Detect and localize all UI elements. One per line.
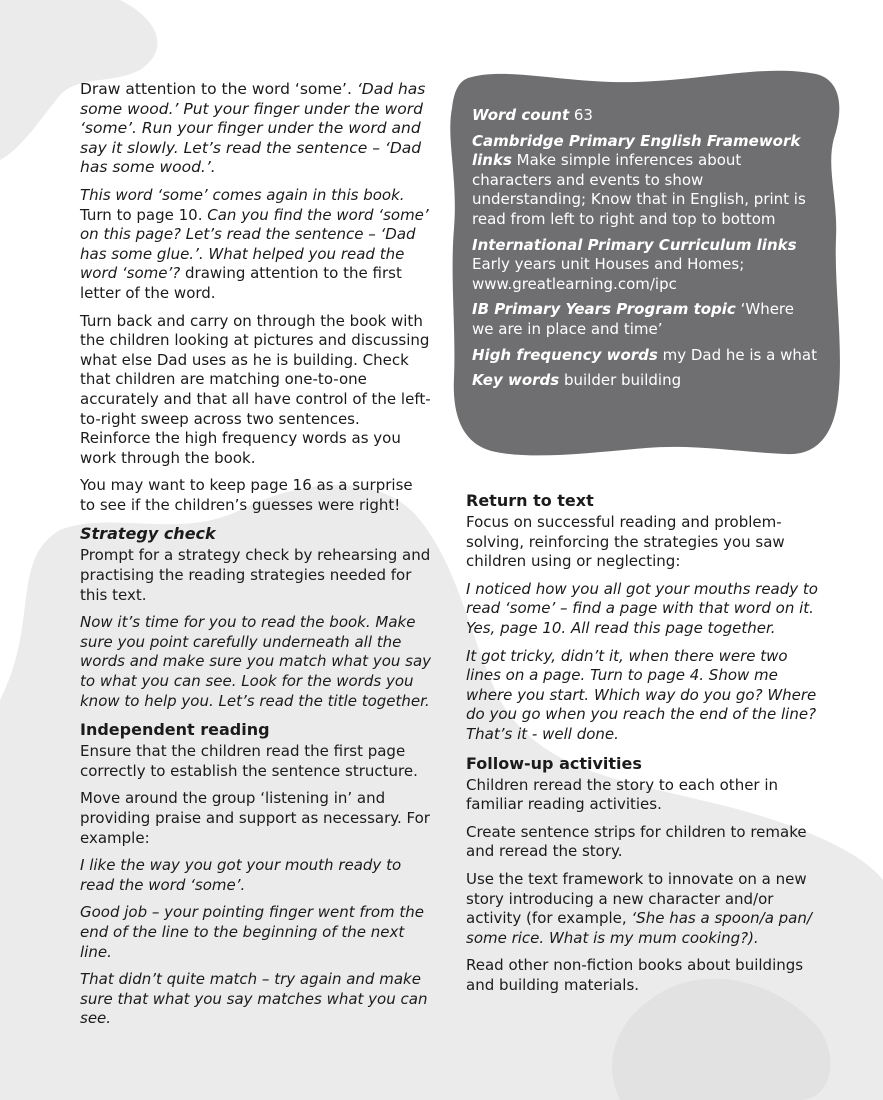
paragraph-noticed: I noticed how you all got your mouths ready to read ‘some’ – find a page with that word on it. Yes, page 10. All read this page together. [466, 579, 818, 637]
ib-label: IB Primary Years Program topic [472, 300, 736, 319]
paragraph-word-comes-again [80, 186, 432, 304]
key-words [472, 371, 817, 391]
key-words-label: Key words [472, 371, 560, 390]
heading-return-to-text: Return to text [466, 491, 594, 510]
paragraph-text-framework [466, 870, 818, 948]
r6-plain: Use the text framework to innovate on a new story introducing a new character and/or activity (for example, [466, 869, 807, 928]
heading-follow-up: Follow-up activities [466, 753, 642, 773]
paragraph-reread: Children reread the story to each other in familiar reading activities. [466, 775, 779, 814]
right-column [466, 482, 818, 1003]
r6-italic: ‘She has a spoon/a pan/ some rice. What is my mum cooking?). [466, 909, 812, 947]
p1-plain: Draw attention to the word ‘some’. [80, 80, 357, 98]
left-column [80, 80, 432, 1037]
ipc-text: Early years unit Houses and Homes; www.greatlearning.com/ipc [472, 255, 745, 293]
p2-italic-c: Can you find the word ‘some’ on this page? Let’s read the sentence – ‘Dad has some glue.’. What helped you read the word ‘some’? [80, 205, 429, 283]
key-words-text: builder building [559, 371, 682, 390]
p2-plain-b: Turn to page 10. [80, 205, 208, 224]
paragraph-ensure: Ensure that the children read the first page correctly to establish the sentence structure. [80, 742, 418, 780]
heading-strategy-check: Strategy check [80, 524, 216, 544]
paragraph-focus: Focus on successful reading and problem-solving, reinforcing the strategies you saw children using or neglecting: [466, 513, 785, 571]
cambridge-text: Make simple inferences about characters and events to show understanding; Know that in English, print is read from left to right and top to bottom [472, 151, 806, 228]
cambridge-label: Cambridge Primary English Framework links [472, 131, 801, 170]
info-box [446, 68, 846, 458]
p2-plain-d: drawing attention to the first letter of the word. [80, 264, 402, 302]
word-count-value: 63 [569, 106, 593, 124]
high-frequency-words [472, 346, 817, 366]
paragraph-read-book: Now it’s time for you to read the book. Make sure you point carefully underneath all the words and make sure you match what you say to what you can see. Look for the words you know to help you. Let’s read the title together. [80, 613, 432, 710]
paragraph-non-fiction: Read other non-fiction books about buildings and building materials. [466, 956, 804, 994]
paragraph-tricky: It got tricky, didn’t it, when there were two lines on a page. Turn to page 4. Show me where you start. Which way do you go? Where do you go when you reach the end of the line? That’s it - well done. [466, 646, 817, 743]
p2-italic-a: This word ‘some’ comes again in this book. [80, 185, 405, 204]
heading-independent-reading: Independent reading [80, 720, 270, 740]
word-count-label: Word count [472, 106, 570, 124]
ipc-label: International Primary Curriculum links [472, 235, 797, 254]
paragraph-example-mouth: I like the way you got your mouth ready to read the word ‘some’. [80, 856, 402, 894]
paragraph-prompt-strategy: Prompt for a strategy check by rehearsing and practising the reading strategies needed for this text. [80, 546, 431, 604]
ib-text: ‘Where we are in place and time’ [472, 300, 794, 338]
cambridge-links [472, 132, 817, 230]
paragraph-example-didnt-match: That didn’t quite match – try again and make sure that what you say matches what you can see. [80, 970, 428, 1028]
hfw-label: High frequency words [472, 345, 658, 364]
paragraph-draw-attention [80, 80, 432, 178]
paragraph-turn-back: Turn back and carry on through the book with the children looking at pictures and discussing what else Dad uses as he is building. Check that children are matching one-to-one accurately and that all have control of the left-to-right sweep across two sentences. Reinforce the high frequency words as you work through the book. [80, 311, 431, 467]
hfw-text: my Dad he is a what [657, 345, 817, 364]
word-count [472, 106, 817, 126]
paragraph-example-good-job: Good job – your pointing finger went from the end of the line to the beginning of the next line. [80, 903, 425, 961]
paragraph-sentence-strips: Create sentence strips for children to remake and reread the story. [466, 822, 807, 861]
paragraph-surprise: You may want to keep page 16 as a surprise to see if the children’s guesses were right! [80, 476, 413, 514]
info-box-content [472, 106, 817, 397]
p1-italic: ‘Dad has some wood.’ Put your finger under the word ‘some’. Run your finger under the word and say it slowly. Let’s read the sentence – ‘Dad has some wood.’. [80, 80, 426, 177]
ipc-links [472, 236, 817, 295]
ib-topic [472, 300, 817, 339]
paragraph-move-around: Move around the group ‘listening in’ and providing praise and support as necessary. For example: [80, 789, 430, 847]
